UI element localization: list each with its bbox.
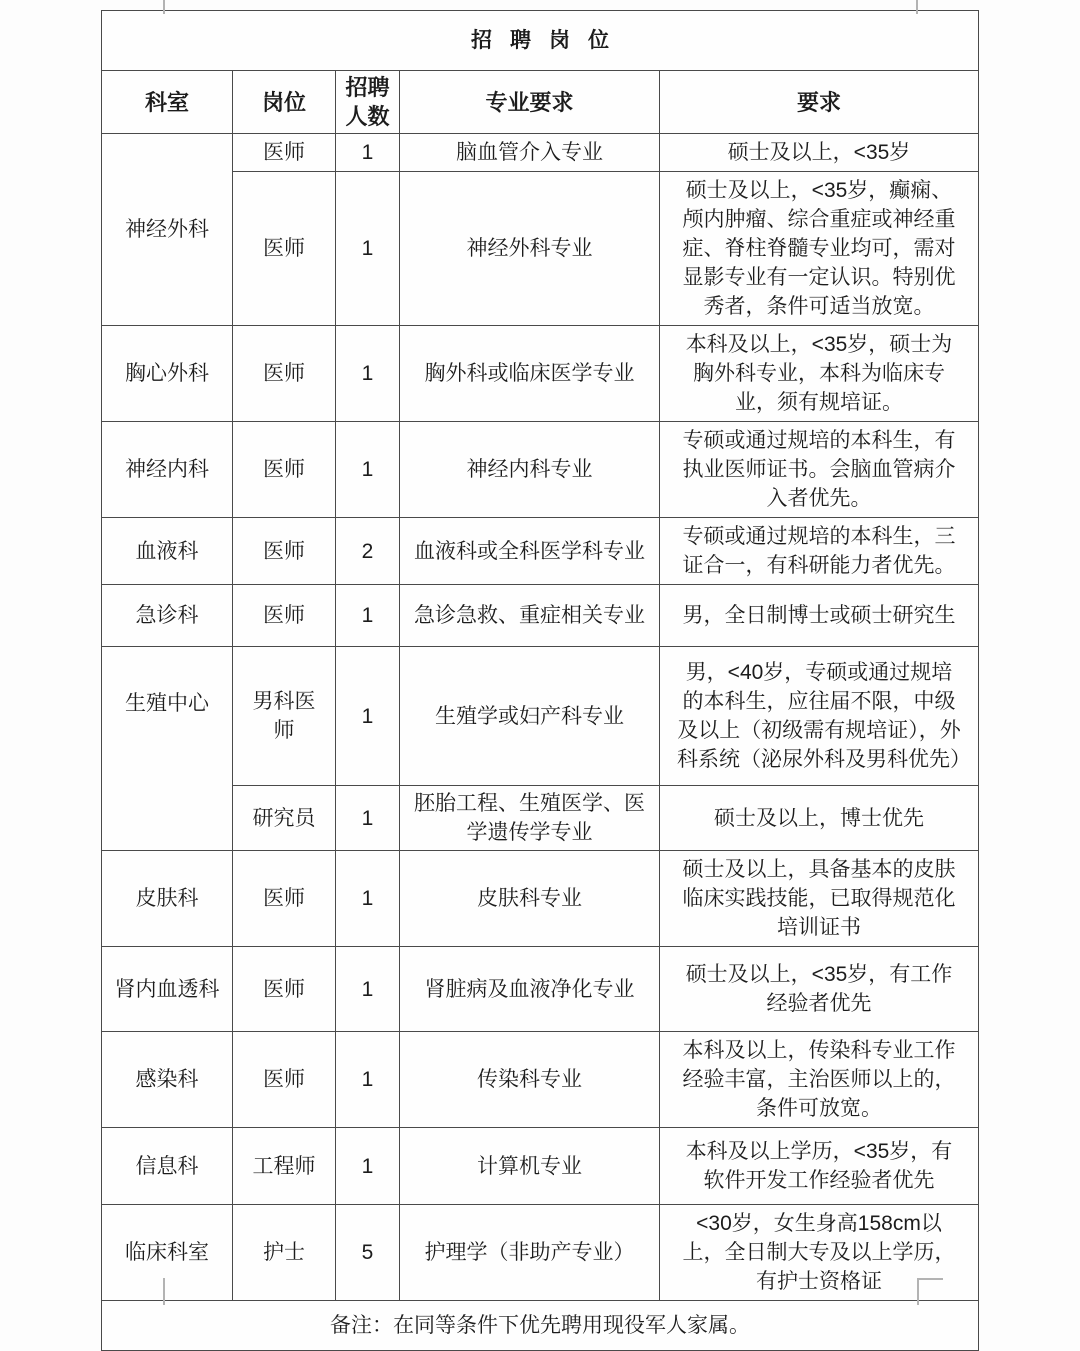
requirement-cell: 硕士及以上，具备基本的皮肤临床实践技能，已取得规范化培训证书: [660, 851, 979, 947]
table-note-row: [102, 1301, 979, 1351]
table-row: [102, 786, 979, 851]
position-cell: 护士: [233, 1205, 336, 1301]
count-cell: 1: [336, 851, 400, 947]
requirement-cell: 硕士及以上，博士优先: [660, 786, 979, 851]
requirement-cell: 男，全日制博士或硕士研究生: [660, 585, 979, 647]
dept-cell: 胸心外科: [102, 326, 233, 422]
requirement-cell: 本科及以上，传染科专业工作经验丰富，主治医师以上的，条件可放宽。: [660, 1032, 979, 1128]
count-cell: 1: [336, 585, 400, 647]
major-cell: 神经外科专业: [400, 172, 660, 326]
text-boundary-mark-bottom-right: [917, 1278, 943, 1305]
requirement-cell: 本科及以上，<35岁，硕士为胸外科专业，本科为临床专业，须有规培证。: [660, 326, 979, 422]
major-cell: 急诊急救、重症相关专业: [400, 585, 660, 647]
text-boundary-mark-top-left: [163, 0, 165, 14]
count-cell: 1: [336, 422, 400, 518]
position-cell: 医师: [233, 422, 336, 518]
major-cell: 护理学（非助产专业）: [400, 1205, 660, 1301]
major-cell: 计算机专业: [400, 1128, 660, 1205]
col-header-position: 岗位: [233, 71, 336, 134]
dept-cell: 血液科: [102, 518, 233, 585]
major-cell: 传染科专业: [400, 1032, 660, 1128]
table-row: [102, 518, 979, 585]
count-cell: 2: [336, 518, 400, 585]
requirement-cell: 硕士及以上，<35岁: [660, 134, 979, 172]
table-row: [102, 172, 979, 326]
requirement-cell: 硕士及以上，<35岁，有工作经验者优先: [660, 947, 979, 1032]
recruitment-table: [101, 10, 979, 1351]
col-header-dept: 科室: [102, 71, 233, 134]
table-row: [102, 1032, 979, 1128]
count-cell: 1: [336, 786, 400, 851]
col-header-major: 专业要求: [400, 71, 660, 134]
count-cell: 1: [336, 1128, 400, 1205]
major-cell: 脑血管介入专业: [400, 134, 660, 172]
dept-cell: 肾内血透科: [102, 947, 233, 1032]
table-row: [102, 947, 979, 1032]
position-cell: 医师: [233, 326, 336, 422]
table-title: 招聘岗位: [102, 11, 979, 71]
col-header-count: 招聘人数: [336, 71, 400, 134]
major-cell: 血液科或全科医学科专业: [400, 518, 660, 585]
major-cell: 胸外科或临床医学专业: [400, 326, 660, 422]
dept-cell: 临床科室: [102, 1205, 233, 1301]
count-cell: 1: [336, 172, 400, 326]
position-cell: 医师: [233, 851, 336, 947]
table-row: [102, 851, 979, 947]
count-cell: 1: [336, 134, 400, 172]
major-cell: 肾脏病及血液净化专业: [400, 947, 660, 1032]
dept-cell: 生殖中心: [102, 647, 233, 851]
count-cell: 1: [336, 1032, 400, 1128]
table-row: [102, 1128, 979, 1205]
requirement-cell: 专硕或通过规培的本科生，三证合一，有科研能力者优先。: [660, 518, 979, 585]
position-cell: 医师: [233, 1032, 336, 1128]
count-cell: 1: [336, 326, 400, 422]
major-cell: 胚胎工程、生殖医学、医学遗传学专业: [400, 786, 660, 851]
table-row: [102, 585, 979, 647]
position-cell: 医师: [233, 518, 336, 585]
table-row: [102, 647, 979, 786]
note-text: 备注：在同等条件下优先聘用现役军人家属。: [102, 1301, 979, 1351]
requirement-cell: 硕士及以上，<35岁，癫痫、颅内肿瘤、综合重症或神经重症、脊柱脊髓专业均可，需对显影专业有一定认识。特别优秀者，条件可适当放宽。: [660, 172, 979, 326]
requirement-cell: 本科及以上学历，<35岁，有软件开发工作经验者优先: [660, 1128, 979, 1205]
table-title-row: [102, 11, 979, 71]
position-cell: 医师: [233, 134, 336, 172]
position-cell: 研究员: [233, 786, 336, 851]
text-boundary-mark-top-right: [916, 0, 918, 14]
dept-cell: 皮肤科: [102, 851, 233, 947]
requirement-cell: 男，<40岁，专硕或通过规培的本科生，应往届不限，中级及以上（初级需有规培证），外科系统（泌尿外科及男科优先）: [660, 647, 979, 786]
table-row: [102, 134, 979, 172]
text-boundary-mark-bottom-left: [163, 1278, 165, 1305]
dept-cell: 信息科: [102, 1128, 233, 1205]
dept-cell: 神经外科: [102, 134, 233, 326]
count-cell: 1: [336, 647, 400, 786]
dept-cell: 神经内科: [102, 422, 233, 518]
major-cell: 神经内科专业: [400, 422, 660, 518]
count-cell: 5: [336, 1205, 400, 1301]
position-cell: 医师: [233, 172, 336, 326]
dept-cell: 感染科: [102, 1032, 233, 1128]
position-cell: 医师: [233, 947, 336, 1032]
major-cell: 生殖学或妇产科专业: [400, 647, 660, 786]
dept-cell: 急诊科: [102, 585, 233, 647]
table-row: [102, 422, 979, 518]
table-row: [102, 326, 979, 422]
count-cell: 1: [336, 947, 400, 1032]
table-row: [102, 1205, 979, 1301]
major-cell: 皮肤科专业: [400, 851, 660, 947]
position-cell: 男科医师: [233, 647, 336, 786]
position-cell: 医师: [233, 585, 336, 647]
col-header-requirement: 要求: [660, 71, 979, 134]
table-header-row: [102, 71, 979, 134]
requirement-cell: 专硕或通过规培的本科生，有执业医师证书。会脑血管病介入者优先。: [660, 422, 979, 518]
requirement-cell: <30岁，女生身高158cm以上，全日制大专及以上学历，有护士资格证: [660, 1205, 979, 1301]
position-cell: 工程师: [233, 1128, 336, 1205]
